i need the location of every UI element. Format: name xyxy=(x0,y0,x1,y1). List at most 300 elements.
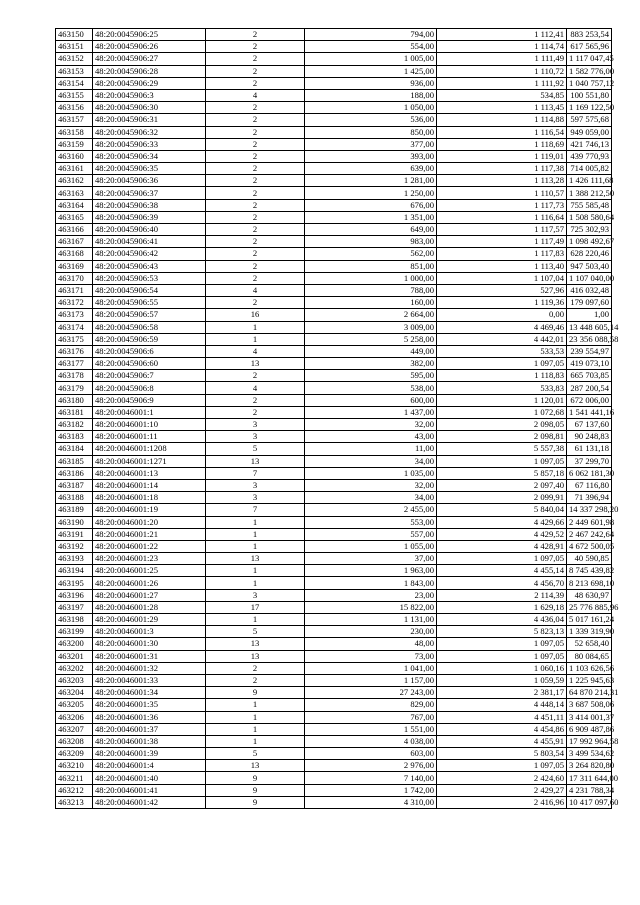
table-row xyxy=(56,516,612,528)
specific-value-cell: 1 116,64 xyxy=(437,211,567,223)
row-id-cell: 463212 xyxy=(56,784,93,796)
cadastral-number-cell: 48:20:0046001:32 xyxy=(93,662,206,674)
area-cell: 7 140,00 xyxy=(305,772,437,784)
table-row xyxy=(56,431,612,443)
cadastral-number-cell: 48:20:0045906:9 xyxy=(93,394,206,406)
row-id-cell: 463201 xyxy=(56,650,93,662)
row-id-cell: 463193 xyxy=(56,553,93,565)
row-id-cell: 463153 xyxy=(56,65,93,77)
specific-value-cell: 4 451,11 xyxy=(437,711,567,723)
row-id-cell: 463162 xyxy=(56,175,93,187)
row-id-cell: 463207 xyxy=(56,723,93,735)
cadastral-number-cell: 48:20:0045906:59 xyxy=(93,333,206,345)
table-row xyxy=(56,211,612,223)
specific-value-cell: 1 097,05 xyxy=(437,650,567,662)
cadastral-value-cell: 90 248,83 xyxy=(567,431,612,443)
cadastral-number-cell: 48:20:0045906:6 xyxy=(93,345,206,357)
cadastral-number-cell: 48:20:0046001:30 xyxy=(93,638,206,650)
group-code-cell: 2 xyxy=(206,297,305,309)
specific-value-cell: 1 118,83 xyxy=(437,370,567,382)
area-cell: 676,00 xyxy=(305,199,437,211)
area-cell: 230,00 xyxy=(305,626,437,638)
row-id-cell: 463184 xyxy=(56,443,93,455)
cadastral-number-cell: 48:20:0046001:29 xyxy=(93,614,206,626)
specific-value-cell: 1 110,57 xyxy=(437,187,567,199)
row-id-cell: 463191 xyxy=(56,528,93,540)
row-id-cell: 463171 xyxy=(56,284,93,296)
row-id-cell: 463151 xyxy=(56,41,93,53)
table-row xyxy=(56,358,612,370)
cadastral-number-cell: 48:20:0045906:36 xyxy=(93,175,206,187)
specific-value-cell: 1 112,41 xyxy=(437,29,567,41)
group-code-cell: 2 xyxy=(206,29,305,41)
area-cell: 3 009,00 xyxy=(305,321,437,333)
specific-value-cell: 2 416,96 xyxy=(437,796,567,808)
table-row xyxy=(56,601,612,613)
group-code-cell: 4 xyxy=(206,89,305,101)
group-code-cell: 1 xyxy=(206,735,305,747)
table-row xyxy=(56,687,612,699)
cadastral-number-cell: 48:20:0045906:39 xyxy=(93,211,206,223)
group-code-cell: 3 xyxy=(206,479,305,491)
cadastral-number-cell: 48:20:0045906:3 xyxy=(93,89,206,101)
area-cell: 983,00 xyxy=(305,236,437,248)
table-row xyxy=(56,467,612,479)
area-cell: 2 976,00 xyxy=(305,760,437,772)
row-id-cell: 463206 xyxy=(56,711,93,723)
cadastral-number-cell: 48:20:0046001:26 xyxy=(93,577,206,589)
area-cell: 794,00 xyxy=(305,29,437,41)
cadastral-value-cell: 421 746,13 xyxy=(567,138,612,150)
table-row xyxy=(56,674,612,686)
group-code-cell: 13 xyxy=(206,638,305,650)
specific-value-cell: 4 429,66 xyxy=(437,516,567,528)
table-row xyxy=(56,370,612,382)
specific-value-cell: 1 097,05 xyxy=(437,553,567,565)
group-code-cell: 5 xyxy=(206,443,305,455)
table-row xyxy=(56,528,612,540)
specific-value-cell: 1 117,57 xyxy=(437,224,567,236)
table-row xyxy=(56,394,612,406)
cadastral-value-cell: 883 253,54 xyxy=(567,29,612,41)
area-cell: 2 455,00 xyxy=(305,504,437,516)
specific-value-cell: 1 116,54 xyxy=(437,126,567,138)
table-row xyxy=(56,723,612,735)
cadastral-value-cell: 1 098 492,67 xyxy=(567,236,612,248)
cadastral-number-cell: 48:20:0046001:39 xyxy=(93,748,206,760)
row-id-cell: 463179 xyxy=(56,382,93,394)
area-cell: 595,00 xyxy=(305,370,437,382)
area-cell: 553,00 xyxy=(305,516,437,528)
specific-value-cell: 1 097,05 xyxy=(437,455,567,467)
cadastral-value-cell: 8 213 698,10 xyxy=(567,577,612,589)
specific-value-cell: 5 823,13 xyxy=(437,626,567,638)
cadastral-number-cell: 48:20:0046001:31 xyxy=(93,650,206,662)
cadastral-number-cell: 48:20:0045906:42 xyxy=(93,248,206,260)
cadastral-number-cell: 48:20:0046001:21 xyxy=(93,528,206,540)
table-row xyxy=(56,638,612,650)
cadastral-number-cell: 48:20:0046001:40 xyxy=(93,772,206,784)
area-cell: 1 005,00 xyxy=(305,53,437,65)
group-code-cell: 3 xyxy=(206,419,305,431)
group-code-cell: 13 xyxy=(206,553,305,565)
table-row xyxy=(56,29,612,41)
area-cell: 639,00 xyxy=(305,163,437,175)
specific-value-cell: 534,85 xyxy=(437,89,567,101)
specific-value-cell: 1 117,73 xyxy=(437,199,567,211)
cadastral-value-cell: 1 117 047,45 xyxy=(567,53,612,65)
cadastral-value-cell: 40 590,85 xyxy=(567,553,612,565)
area-cell: 1 281,00 xyxy=(305,175,437,187)
area-cell: 1 035,00 xyxy=(305,467,437,479)
area-cell: 538,00 xyxy=(305,382,437,394)
specific-value-cell: 4 442,01 xyxy=(437,333,567,345)
table-row xyxy=(56,504,612,516)
row-id-cell: 463198 xyxy=(56,614,93,626)
area-cell: 73,00 xyxy=(305,650,437,662)
area-cell: 603,00 xyxy=(305,748,437,760)
area-cell: 23,00 xyxy=(305,589,437,601)
cadastral-value-cell: 67 116,80 xyxy=(567,479,612,491)
row-id-cell: 463180 xyxy=(56,394,93,406)
cadastral-number-cell: 48:20:0046001:13 xyxy=(93,467,206,479)
table-row xyxy=(56,796,612,808)
specific-value-cell: 4 448,14 xyxy=(437,699,567,711)
specific-value-cell: 1 060,16 xyxy=(437,662,567,674)
row-id-cell: 463174 xyxy=(56,321,93,333)
cadastral-value-cell: 2 449 601,98 xyxy=(567,516,612,528)
row-id-cell: 463183 xyxy=(56,431,93,443)
area-cell: 1 250,00 xyxy=(305,187,437,199)
area-cell: 1 551,00 xyxy=(305,723,437,735)
area-cell: 15 822,00 xyxy=(305,601,437,613)
row-id-cell: 463208 xyxy=(56,735,93,747)
table-row xyxy=(56,150,612,162)
area-cell: 557,00 xyxy=(305,528,437,540)
cadastral-value-cell: 13 448 605,14 xyxy=(567,321,612,333)
area-cell: 1 843,00 xyxy=(305,577,437,589)
area-cell: 43,00 xyxy=(305,431,437,443)
row-id-cell: 463173 xyxy=(56,309,93,321)
row-id-cell: 463202 xyxy=(56,662,93,674)
group-code-cell: 2 xyxy=(206,236,305,248)
specific-value-cell: 5 557,38 xyxy=(437,443,567,455)
group-code-cell: 13 xyxy=(206,358,305,370)
table-row xyxy=(56,163,612,175)
area-cell: 4 310,00 xyxy=(305,796,437,808)
group-code-cell: 2 xyxy=(206,187,305,199)
specific-value-cell: 4 469,46 xyxy=(437,321,567,333)
group-code-cell: 2 xyxy=(206,370,305,382)
table-row xyxy=(56,297,612,309)
area-cell: 37,00 xyxy=(305,553,437,565)
table-row xyxy=(56,138,612,150)
row-id-cell: 463165 xyxy=(56,211,93,223)
cadastral-value-cell: 23 356 088,58 xyxy=(567,333,612,345)
table-row xyxy=(56,492,612,504)
cadastral-number-cell: 48:20:0045906:29 xyxy=(93,77,206,89)
group-code-cell: 1 xyxy=(206,711,305,723)
cadastral-value-cell: 3 264 820,80 xyxy=(567,760,612,772)
area-cell: 829,00 xyxy=(305,699,437,711)
row-id-cell: 463204 xyxy=(56,687,93,699)
cadastral-value-cell: 439 770,93 xyxy=(567,150,612,162)
table-row xyxy=(56,406,612,418)
group-code-cell: 2 xyxy=(206,260,305,272)
table-row xyxy=(56,614,612,626)
cadastral-value-cell: 17 311 644,00 xyxy=(567,772,612,784)
cadastral-value-cell: 1 107 040,00 xyxy=(567,272,612,284)
cadastral-number-cell: 48:20:0045906:27 xyxy=(93,53,206,65)
cadastral-value-cell: 80 084,65 xyxy=(567,650,612,662)
table-row xyxy=(56,187,612,199)
table-row xyxy=(56,224,612,236)
cadastral-value-cell: 48 630,97 xyxy=(567,589,612,601)
table-row xyxy=(56,248,612,260)
group-code-cell: 1 xyxy=(206,528,305,540)
cadastral-number-cell: 48:20:0045906:28 xyxy=(93,65,206,77)
cadastral-value-cell: 4 672 500,05 xyxy=(567,540,612,552)
cadastral-number-cell: 48:20:0045906:40 xyxy=(93,224,206,236)
group-code-cell: 1 xyxy=(206,516,305,528)
cadastral-number-cell: 48:20:0046001:18 xyxy=(93,492,206,504)
area-cell: 1 742,00 xyxy=(305,784,437,796)
row-id-cell: 463154 xyxy=(56,77,93,89)
specific-value-cell: 2 114,39 xyxy=(437,589,567,601)
row-id-cell: 463186 xyxy=(56,467,93,479)
cadastral-number-cell: 48:20:0046001:11 xyxy=(93,431,206,443)
cadastral-number-cell: 48:20:0045906:34 xyxy=(93,150,206,162)
table-row xyxy=(56,553,612,565)
row-id-cell: 463196 xyxy=(56,589,93,601)
specific-value-cell: 1 072,68 xyxy=(437,406,567,418)
table-row xyxy=(56,89,612,101)
specific-value-cell: 2 098,81 xyxy=(437,431,567,443)
cadastral-value-cell: 14 337 298,20 xyxy=(567,504,612,516)
cadastral-value-cell: 6 062 181,30 xyxy=(567,467,612,479)
group-code-cell: 16 xyxy=(206,309,305,321)
row-id-cell: 463213 xyxy=(56,796,93,808)
cadastral-value-cell: 3 414 001,37 xyxy=(567,711,612,723)
cadastral-value-cell: 628 220,46 xyxy=(567,248,612,260)
row-id-cell: 463209 xyxy=(56,748,93,760)
cadastral-number-cell: 48:20:0046001:41 xyxy=(93,784,206,796)
area-cell: 393,00 xyxy=(305,150,437,162)
specific-value-cell: 4 455,14 xyxy=(437,565,567,577)
cadastral-value-cell: 1 103 626,56 xyxy=(567,662,612,674)
cadastral-number-cell: 48:20:0045906:57 xyxy=(93,309,206,321)
group-code-cell: 5 xyxy=(206,748,305,760)
cadastral-number-cell: 48:20:0046001:19 xyxy=(93,504,206,516)
cadastral-number-cell: 48:20:0045906:54 xyxy=(93,284,206,296)
row-id-cell: 463168 xyxy=(56,248,93,260)
specific-value-cell: 1 113,45 xyxy=(437,102,567,114)
group-code-cell: 9 xyxy=(206,687,305,699)
group-code-cell: 4 xyxy=(206,284,305,296)
row-id-cell: 463178 xyxy=(56,370,93,382)
table-row xyxy=(56,175,612,187)
area-cell: 2 664,00 xyxy=(305,309,437,321)
area-cell: 562,00 xyxy=(305,248,437,260)
group-code-cell: 2 xyxy=(206,175,305,187)
area-cell: 382,00 xyxy=(305,358,437,370)
area-cell: 11,00 xyxy=(305,443,437,455)
table-row xyxy=(56,784,612,796)
group-code-cell: 1 xyxy=(206,577,305,589)
cadastral-value-cell: 3 687 508,06 xyxy=(567,699,612,711)
cadastral-number-cell: 48:20:0046001:4 xyxy=(93,760,206,772)
cadastral-value-cell: 1 541 441,16 xyxy=(567,406,612,418)
table-row xyxy=(56,272,612,284)
cadastral-number-cell: 48:20:0046001:20 xyxy=(93,516,206,528)
row-id-cell: 463199 xyxy=(56,626,93,638)
group-code-cell: 2 xyxy=(206,224,305,236)
group-code-cell: 3 xyxy=(206,431,305,443)
row-id-cell: 463182 xyxy=(56,419,93,431)
area-cell: 48,00 xyxy=(305,638,437,650)
group-code-cell: 2 xyxy=(206,114,305,126)
row-id-cell: 463158 xyxy=(56,126,93,138)
row-id-cell: 463194 xyxy=(56,565,93,577)
cadastral-value-cell: 64 870 214,31 xyxy=(567,687,612,699)
specific-value-cell: 533,83 xyxy=(437,382,567,394)
specific-value-cell: 1 120,01 xyxy=(437,394,567,406)
area-cell: 600,00 xyxy=(305,394,437,406)
table-row xyxy=(56,65,612,77)
table-body xyxy=(56,29,619,809)
group-code-cell: 1 xyxy=(206,723,305,735)
row-id-cell: 463187 xyxy=(56,479,93,491)
row-id-cell: 463210 xyxy=(56,760,93,772)
cadastral-value-cell: 67 137,60 xyxy=(567,419,612,431)
table-row xyxy=(56,455,612,467)
table-row xyxy=(56,236,612,248)
cadastral-number-cell: 48:20:0045906:32 xyxy=(93,126,206,138)
group-code-cell: 1 xyxy=(206,333,305,345)
cadastral-number-cell: 48:20:0046001:34 xyxy=(93,687,206,699)
row-id-cell: 463203 xyxy=(56,674,93,686)
group-code-cell: 2 xyxy=(206,674,305,686)
specific-value-cell: 2 097,40 xyxy=(437,479,567,491)
specific-value-cell: 5 857,18 xyxy=(437,467,567,479)
cadastral-number-cell: 48:20:0046001:22 xyxy=(93,540,206,552)
specific-value-cell: 1 114,88 xyxy=(437,114,567,126)
table-row xyxy=(56,699,612,711)
area-cell: 4 038,00 xyxy=(305,735,437,747)
cadastral-value-cell: 100 551,80 xyxy=(567,89,612,101)
table-row xyxy=(56,577,612,589)
group-code-cell: 7 xyxy=(206,467,305,479)
specific-value-cell: 1 111,92 xyxy=(437,77,567,89)
cadastral-number-cell: 48:20:0045906:37 xyxy=(93,187,206,199)
cadastral-value-cell: 725 302,93 xyxy=(567,224,612,236)
group-code-cell: 3 xyxy=(206,589,305,601)
cadastral-value-cell: 1 426 111,68 xyxy=(567,175,612,187)
group-code-cell: 4 xyxy=(206,345,305,357)
row-id-cell: 463200 xyxy=(56,638,93,650)
row-id-cell: 463190 xyxy=(56,516,93,528)
table-row xyxy=(56,114,612,126)
cadastral-value-cell: 37 299,70 xyxy=(567,455,612,467)
table-row xyxy=(56,260,612,272)
cadastral-value-cell: 1,00 xyxy=(567,309,612,321)
row-id-cell: 463195 xyxy=(56,577,93,589)
cadastral-number-cell: 48:20:0046001:1208 xyxy=(93,443,206,455)
cadastral-number-cell: 48:20:0045906:7 xyxy=(93,370,206,382)
table-row xyxy=(56,772,612,784)
group-code-cell: 5 xyxy=(206,626,305,638)
cadastral-value-cell: 1 508 580,64 xyxy=(567,211,612,223)
area-cell: 1 041,00 xyxy=(305,662,437,674)
area-cell: 536,00 xyxy=(305,114,437,126)
group-code-cell: 2 xyxy=(206,394,305,406)
table-row xyxy=(56,540,612,552)
area-cell: 851,00 xyxy=(305,260,437,272)
row-id-cell: 463176 xyxy=(56,345,93,357)
cadastral-value-cell: 597 575,68 xyxy=(567,114,612,126)
row-id-cell: 463164 xyxy=(56,199,93,211)
cadastral-value-cell: 1 169 122,50 xyxy=(567,102,612,114)
cadastral-value-cell: 714 005,82 xyxy=(567,163,612,175)
group-code-cell: 13 xyxy=(206,760,305,772)
cadastral-value-cell: 1 582 776,00 xyxy=(567,65,612,77)
cadastral-value-cell: 949 059,00 xyxy=(567,126,612,138)
row-id-cell: 463172 xyxy=(56,297,93,309)
cadastral-number-cell: 48:20:0045906:53 xyxy=(93,272,206,284)
specific-value-cell: 1 059,59 xyxy=(437,674,567,686)
row-id-cell: 463197 xyxy=(56,601,93,613)
row-id-cell: 463155 xyxy=(56,89,93,101)
cadastral-number-cell: 48:20:0045906:38 xyxy=(93,199,206,211)
cadastral-number-cell: 48:20:0046001:33 xyxy=(93,674,206,686)
cadastral-value-cell: 10 417 097,60 xyxy=(567,796,612,808)
row-id-cell: 463205 xyxy=(56,699,93,711)
row-id-cell: 463150 xyxy=(56,29,93,41)
cadastral-number-cell: 48:20:0046001:42 xyxy=(93,796,206,808)
specific-value-cell: 4 428,91 xyxy=(437,540,567,552)
row-id-cell: 463175 xyxy=(56,333,93,345)
specific-value-cell: 0,00 xyxy=(437,309,567,321)
specific-value-cell: 4 455,91 xyxy=(437,735,567,747)
table-row xyxy=(56,199,612,211)
cadastral-value-cell: 71 396,94 xyxy=(567,492,612,504)
cadastral-value-cell: 25 776 885,96 xyxy=(567,601,612,613)
group-code-cell: 2 xyxy=(206,248,305,260)
cadastral-number-cell: 48:20:0046001:36 xyxy=(93,711,206,723)
group-code-cell: 13 xyxy=(206,455,305,467)
group-code-cell: 3 xyxy=(206,492,305,504)
cadastral-number-cell: 48:20:0046001:1 xyxy=(93,406,206,418)
table-row xyxy=(56,589,612,601)
cadastral-number-cell: 48:20:0045906:8 xyxy=(93,382,206,394)
cadastral-value-cell: 3 499 534,62 xyxy=(567,748,612,760)
table-row xyxy=(56,41,612,53)
specific-value-cell: 5 840,04 xyxy=(437,504,567,516)
cadastral-number-cell: 48:20:0045906:35 xyxy=(93,163,206,175)
table-row xyxy=(56,333,612,345)
cadastral-number-cell: 48:20:0046001:25 xyxy=(93,565,206,577)
specific-value-cell: 527,96 xyxy=(437,284,567,296)
specific-value-cell: 2 381,17 xyxy=(437,687,567,699)
row-id-cell: 463177 xyxy=(56,358,93,370)
specific-value-cell: 1 113,40 xyxy=(437,260,567,272)
specific-value-cell: 1 097,05 xyxy=(437,638,567,650)
table-row xyxy=(56,126,612,138)
specific-value-cell: 1 111,49 xyxy=(437,53,567,65)
specific-value-cell: 1 117,83 xyxy=(437,248,567,260)
cadastral-number-cell: 48:20:0046001:35 xyxy=(93,699,206,711)
cadastral-number-cell: 48:20:0046001:10 xyxy=(93,419,206,431)
